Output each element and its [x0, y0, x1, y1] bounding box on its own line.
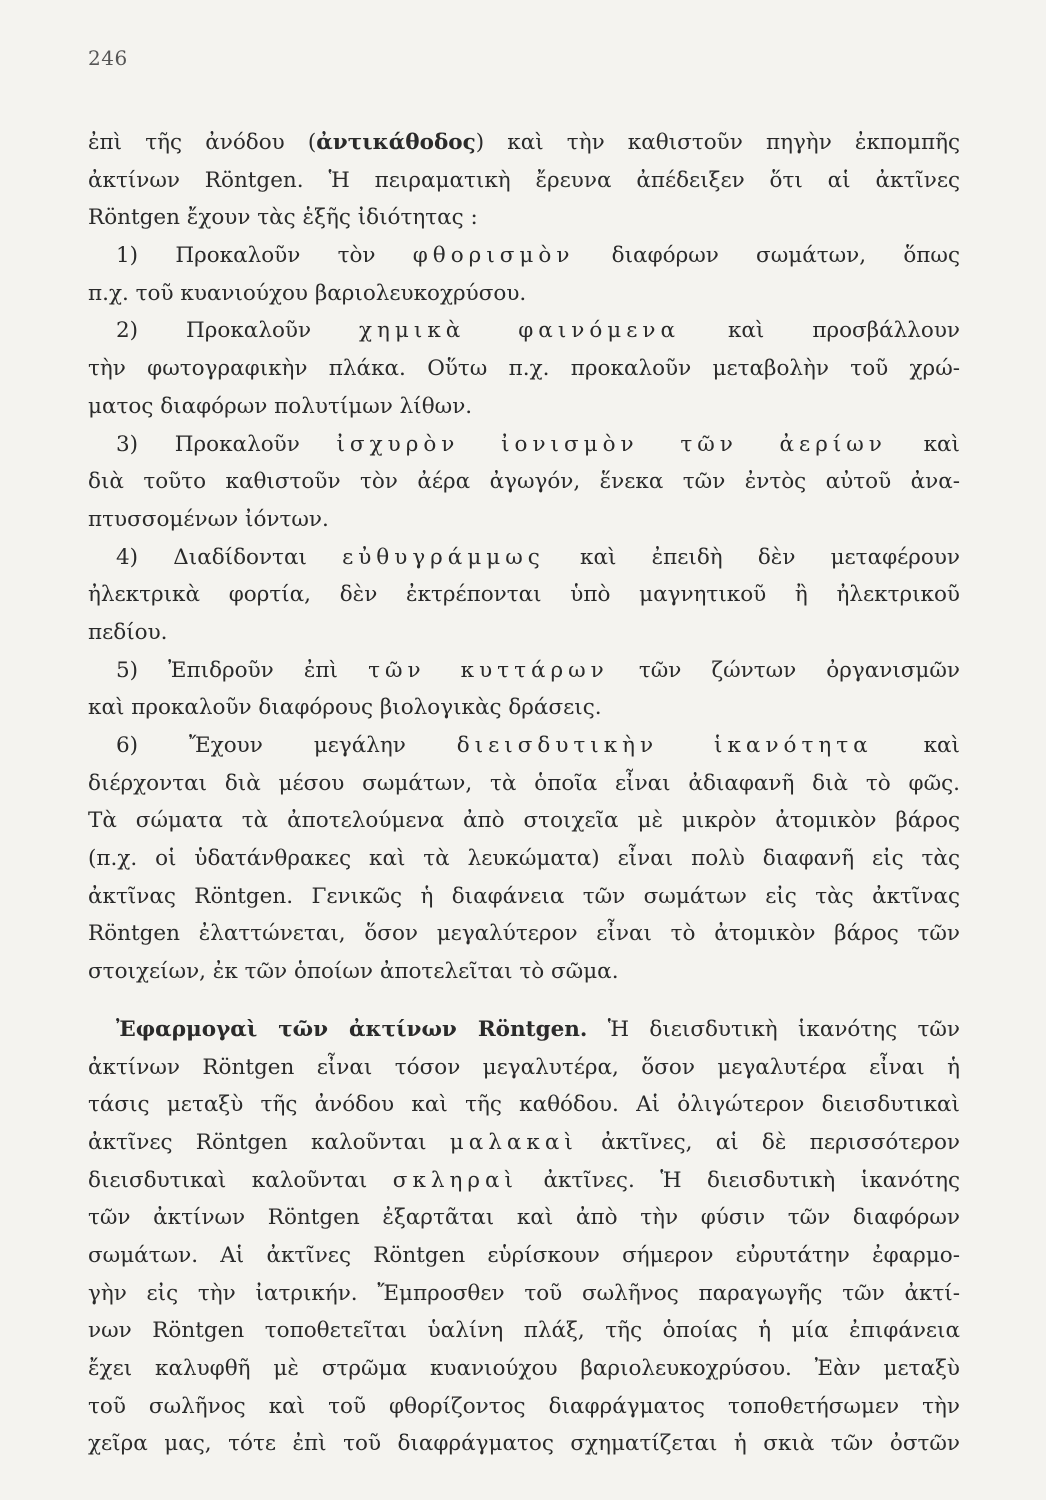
text-line [88, 1049, 960, 1087]
text-segment: Ἡ διεισδυτικὴ ἱκανότης τῶν [587, 1016, 960, 1042]
text-segment: ματος διαφόρων πολυτίμων λίθων. [88, 393, 473, 419]
emphasized-term: φθορισμὸν [412, 243, 575, 269]
text-segment: γὴν εἰς τὴν ἰατρικήν. Ἔμπροσθεν τοῦ σωλῆνος παραγωγῆς τῶν ἀκτί- [88, 1280, 960, 1306]
emphasized-term: χημικὰ φαινόμενα [359, 318, 680, 344]
emphasized-term: ἰσχυρὸν ἰονισμὸν τῶν ἀερίων [336, 431, 887, 457]
text-line [88, 652, 960, 690]
text-segment: τάσις μεταξὺ τῆς ἀνόδου καὶ τῆς καθόδου. Αἱ ὀλιγώτερον διεισδυτικαὶ [88, 1092, 960, 1118]
text-segment: καὶ [886, 431, 960, 457]
text-segment: διαφόρων σωμάτων, ὅπως [574, 243, 960, 269]
body-text [88, 124, 960, 1463]
text-line [88, 915, 960, 953]
text-segment: τὴν φωτογραφικὴν πλάκα. Οὕτω π.χ. προκαλοῦν μεταβολὴν τοῦ χρώ- [88, 356, 960, 382]
page-number: 246 [88, 46, 128, 70]
text-segment: πεδίου. [88, 619, 168, 645]
text-line [88, 124, 960, 162]
text-segment: Τὰ σώματα τὰ ἀποτελούμενα ἀπὸ στοιχεῖα μὲ μικρὸν ἀτομικὸν βάρος [88, 808, 960, 834]
text-segment: διὰ τοῦτο καθιστοῦν τὸν ἀέρα ἀγωγόν, ἕνεκα τῶν ἐντὸς αὐτοῦ ἀνα- [88, 469, 960, 495]
text-line [88, 1275, 960, 1313]
paragraph-gap [88, 991, 960, 1011]
text-segment: πτυσσομένων ἰόντων. [88, 506, 329, 532]
text-segment: ἠλεκτρικὰ φορτία, δὲν ἐκτρέπονται ὑπὸ μαγνητικοῦ ἢ ἠλεκτρικοῦ [88, 582, 960, 608]
text-segment: Röntgen ἐλαττώνεται, ὅσον μεγαλύτερον εἶναι τὸ ἀτομικὸν βάρος τῶν [88, 921, 960, 947]
text-line [88, 162, 960, 200]
text-line [88, 1086, 960, 1124]
emphasized-term: σκληραὶ [392, 1167, 518, 1193]
text-segment: τοῦ σωλῆνος καὶ τοῦ φθορίζοντος διαφράγματος τοποθετήσωμεν τὴν [88, 1393, 960, 1419]
text-segment: σωμάτων. Αἱ ἀκτῖνες Röntgen εὑρίσκουν σήμερον εὐρυτάτην ἐφαρμο- [88, 1242, 960, 1268]
text-segment: καὶ [872, 733, 960, 758]
text-segment: καὶ ἐπειδὴ δὲν μεταφέρουν [544, 544, 961, 570]
text-line [88, 1199, 960, 1237]
text-segment: ἔχει καλυφθῆ μὲ στρῶμα κυανιούχου βαριολευκοχρύσου. Ἐὰν μεταξὺ [88, 1356, 960, 1381]
emphasized-term: εὐθυγράμμως [342, 544, 545, 570]
text-line [88, 1237, 960, 1275]
emphasized-term: μαλακαὶ [449, 1129, 578, 1155]
text-line [88, 312, 960, 350]
text-line [88, 463, 960, 501]
text-line [88, 689, 960, 727]
text-line [88, 237, 960, 275]
text-line [88, 501, 960, 539]
text-line [88, 1388, 960, 1426]
text-line [88, 576, 960, 614]
text-segment: ἀκτῖνας Röntgen. Γενικῶς ἡ διαφάνεια τῶν σωμάτων εἰς τὰς ἀκτῖνας [88, 883, 960, 909]
text-segment: χεῖρα μας, τότε ἐπὶ τοῦ διαφράγματος σχηματίζεται ἡ σκιὰ τῶν ὀστῶν [88, 1431, 960, 1457]
text-segment: νων Röntgen τοποθετεῖται ὑαλίνη πλάξ, τῆς ὁποίας ἡ μία ἐπιφάνεια [88, 1318, 960, 1344]
text-segment: τῶν ἀκτίνων Röntgen ἐξαρτᾶται καὶ ἀπὸ τὴν φύσιν τῶν διαφόρων [88, 1205, 960, 1231]
text-segment: ἀκτίνων Röntgen εἶναι τόσον μεγαλυτέρα, ὅσον μεγαλυτέρα εἶναι ἡ [88, 1054, 960, 1080]
text-line [88, 1124, 960, 1162]
text-line [88, 388, 960, 426]
text-segment: Röntgen ἔχουν τὰς ἑξῆς ἰδιότητας : [88, 205, 478, 231]
text-segment: τῶν ζώντων ὀργανισμῶν [608, 657, 961, 683]
text-line [88, 953, 960, 991]
text-segment: (π.χ. οἱ ὑδατάνθρακες καὶ τὰ λευκώματα) εἶναι πολὺ διαφανῆ εἰς τὰς [88, 846, 960, 872]
text-segment: ἀκτῖνες, αἱ δὲ περισσότερον [577, 1129, 961, 1155]
text-segment: ) καὶ τὴν καθιστοῦν πηγὴν ἐκπομπῆς [475, 130, 960, 155]
text-line [88, 1350, 960, 1388]
text-segment: 5) Ἐπιδροῦν ἐπὶ [116, 657, 369, 683]
text-line [88, 539, 960, 577]
text-segment: διεισδυτικαὶ καλοῦνται [88, 1167, 393, 1193]
text-line [88, 275, 960, 313]
text-line [88, 1312, 960, 1350]
text-segment: καὶ προσβάλλουν [679, 318, 960, 344]
text-segment: ἐπὶ τῆς ἀνόδου ( [88, 130, 317, 155]
text-segment: 1) Προκαλοῦν τὸν [116, 243, 413, 269]
emphasized-term: διεισδυτικὴν ἱκανότητα [456, 733, 873, 758]
text-line [88, 765, 960, 803]
text-line [88, 614, 960, 652]
text-line [88, 802, 960, 840]
text-segment: 4) Διαδίδονται [116, 544, 343, 570]
text-line [88, 840, 960, 878]
text-segment: ἀκτίνων Röntgen. Ἡ πειραματικὴ ἔρευνα ἀπέδειξεν ὅτι αἱ ἀκτῖνες [88, 167, 960, 193]
bold-term: ἀντικάθοδος [316, 130, 476, 155]
text-segment: καὶ προκαλοῦν διαφόρους βιολογικὰς δράσεις. [88, 695, 602, 721]
emphasized-term: τῶν κυττάρων [368, 657, 609, 683]
text-segment: διέρχονται διὰ μέσου σωμάτων, τὰ ὁποῖα εἶναι ἀδιαφανῆ διὰ τὸ φῶς. [88, 770, 960, 796]
bold-term: Ἐφαρμογαὶ τῶν ἀκτίνων Röntgen. [116, 1016, 588, 1042]
text-line [88, 878, 960, 916]
text-line [88, 1011, 960, 1049]
text-line [88, 199, 960, 237]
text-line [88, 350, 960, 388]
text-segment: στοιχείων, ἐκ τῶν ὁποίων ἀποτελεῖται τὸ σῶμα. [88, 959, 619, 985]
text-line [88, 1162, 960, 1200]
text-segment: π.χ. τοῦ κυανιούχου βαριολευκοχρύσου. [88, 280, 527, 306]
text-segment: ἀκτῖνες. Ἡ διεισδυτικὴ ἱκανότης [517, 1167, 960, 1193]
text-line [88, 727, 960, 765]
text-line [88, 1425, 960, 1463]
text-segment: 3) Προκαλοῦν [116, 431, 337, 457]
text-line [88, 426, 960, 464]
text-segment: 2) Προκαλοῦν [116, 318, 360, 344]
text-segment: 6) Ἔχουν μεγάλην [116, 733, 457, 758]
text-segment: ἀκτῖνες Röntgen καλοῦνται [88, 1129, 450, 1155]
